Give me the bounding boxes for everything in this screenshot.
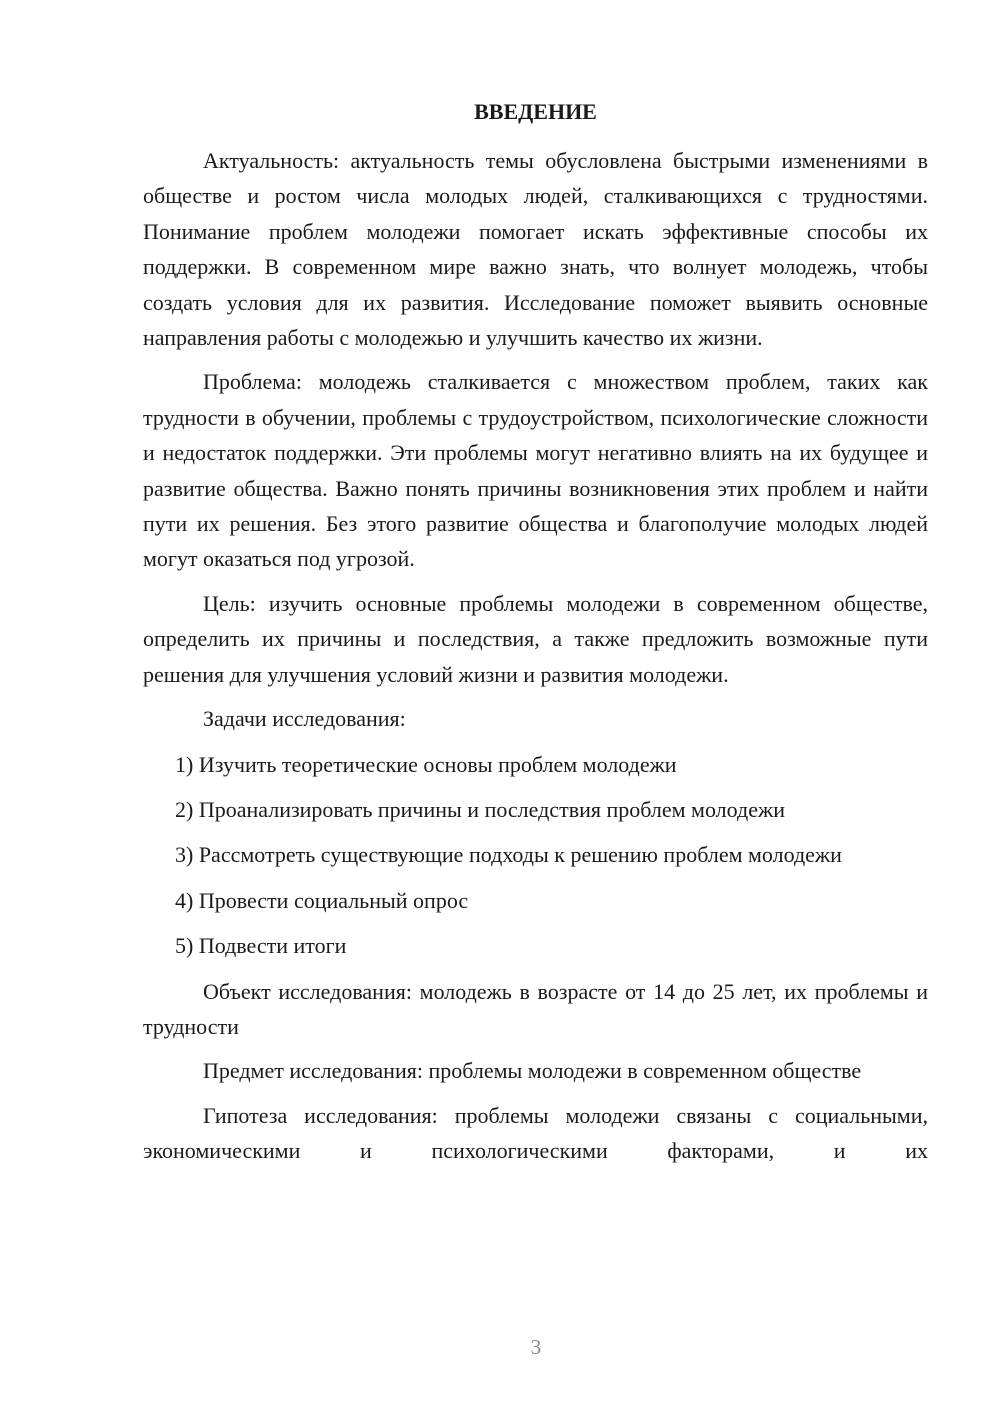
paragraph-relevance: Актуальность: актуальность темы обусловлена быстрыми изменениями в обществе и ростом числа молодых людей, сталкивающихся с трудностями. Понимание проблем молодежи помогает искать эффективные способы их поддержки. В современном мире важно знать, что волнует молодежь, чтобы создать условия для их развития. Исследование поможет выявить основные направления работы с молодежью и улучшить качество их жизни. xyxy=(143,148,928,351)
paragraph-goal: Цель: изучить основные проблемы молодежи в современном обществе, определить их причины и последствия, а также предложить возможные пути решения для улучшения условий жизни и развития молодежи. xyxy=(143,590,928,687)
paragraph-problem: Проблема: молодежь сталкивается с множеством проблем, таких как трудности в обучении, проблемы с трудоустройством, психологические сложности и недостаток поддержки. Эти проблемы могут негативно влиять на их будущее и развитие общества. Важно понять причины возникновения этих проблем и найти пути их решения. Без этого развитие общества и благополучие молодых людей могут оказаться под угрозой. xyxy=(143,369,928,572)
list-item: 5) Подвести итоги xyxy=(175,933,347,959)
list-item: 1) Изучить теоретические основы проблем молодежи xyxy=(175,751,677,777)
paragraph-object: Объект исследования: молодежь в возрасте от 14 до 25 лет, их проблемы и трудности xyxy=(143,978,928,1039)
paragraph-subject: Предмет исследования: проблемы молодежи в современном обществе xyxy=(203,1058,862,1084)
tasks-label: Задачи исследования: xyxy=(203,706,406,732)
document-body xyxy=(143,143,928,1178)
list-item: 3) Рассмотреть существующие подходы к решению проблем молодежи xyxy=(175,842,842,868)
page-title: ВВЕДЕНИЕ xyxy=(474,99,597,124)
list-item: 2) Проанализировать причины и последствия проблем молодежи xyxy=(175,796,785,822)
list-item: 4) Провести социальный опрос xyxy=(175,887,469,913)
tasks-list xyxy=(143,747,928,964)
page-number: 3 xyxy=(530,1335,542,1359)
paragraph-hypothesis: Гипотеза исследования: проблемы молодежи связаны с социальными, экономическими и психологическими факторами, и их xyxy=(143,1102,928,1164)
